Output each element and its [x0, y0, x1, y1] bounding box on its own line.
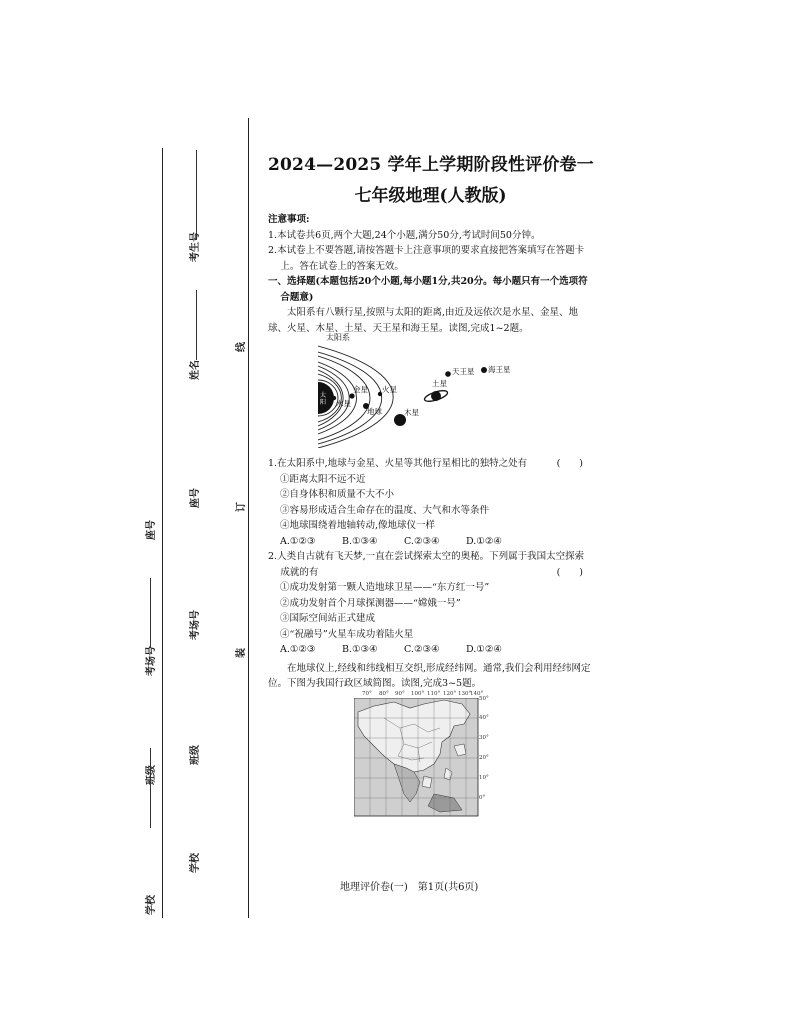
- lon-label-140: 140°: [470, 690, 484, 697]
- uranus-dot: [445, 371, 451, 377]
- q2-option-2: ②成功发射首个月球探测器——“嫦娥一号”: [280, 597, 461, 609]
- solar-system-figure: [318, 333, 543, 448]
- exam-content: [268, 150, 593, 818]
- lat-label-50: 50°: [479, 695, 489, 702]
- margin-label-name: 姓名: [190, 360, 201, 380]
- question-2: [268, 549, 593, 580]
- margin-fold-line-2: [248, 118, 249, 918]
- label-saturn: 土星: [432, 379, 447, 388]
- lon-label-70: 70°: [362, 690, 372, 697]
- saturn-dot: [431, 391, 441, 401]
- exam-title: 2024—2025 学年上学期阶段性评价卷一: [268, 155, 594, 175]
- question-1: [268, 456, 593, 472]
- q2-option-1: ①成功发射第一颗人造地球卫星——“东方红一号”: [280, 582, 490, 593]
- lat-label-0: 0°: [479, 794, 486, 801]
- q1-choice-c[interactable]: C.②③④: [404, 535, 440, 547]
- lon-label-80: 80°: [379, 690, 389, 697]
- margin-field-name[interactable]: [196, 290, 197, 360]
- q1-choice-d[interactable]: D.①②④: [466, 535, 502, 547]
- label-venus: 金星: [353, 385, 368, 394]
- notice-item-1: 1.本试卷共6页,两个大题,24个小题,满分50分,考试时间50分钟。: [268, 229, 541, 241]
- q2-choice-d[interactable]: D.①②④: [466, 644, 502, 655]
- q2-choice-c[interactable]: C.②③④: [404, 644, 440, 655]
- q1-choice-b[interactable]: B.①③④: [342, 535, 378, 547]
- neptune-dot: [481, 367, 487, 373]
- china-map-figure: [354, 690, 489, 818]
- lon-label-90: 90°: [395, 690, 405, 697]
- q2-choices: [268, 642, 593, 658]
- margin-label-room-2: 考场号: [190, 610, 201, 640]
- solar-orbits: [318, 340, 543, 448]
- lon-label-110: 110°: [427, 690, 441, 697]
- q1-answer-paren[interactable]: ( ): [556, 458, 583, 469]
- margin-label-xian: 线: [236, 342, 247, 352]
- margin-label-seat-2: 座号: [190, 488, 201, 508]
- q2-choice-a[interactable]: A.①②③: [280, 644, 316, 655]
- passage-solar: 太阳系有八颗行星,按照与太阳的距离,由近及远依次是水星、金星、地球、火星、木星、土星、天王星和海王星。读图,完成1~2题。: [268, 307, 579, 334]
- margin-fold-line-1: [162, 148, 163, 918]
- lon-label-120: 120°: [443, 690, 457, 697]
- notice-item-2: 2.本试卷上不要答题,请按答题卡上注意事项的要求直接把答案填写在答题卡上。答在试卷上的答案无效。: [268, 245, 585, 272]
- section-heading: 一、选择题(本题包括20个小题,每小题1分,共20分。每小题只有一个选项符合题意): [268, 276, 588, 303]
- passage-map: 在地球仪上,经线和纬线相互交织,形成经纬网。通常,我们会利用经纬网定位。下图为我国行政区域简图。读图,完成3~5题。: [268, 662, 591, 689]
- lat-label-30: 30°: [479, 734, 489, 741]
- margin-field-1[interactable]: [150, 748, 151, 828]
- margin-label-class-2: 班级: [190, 745, 201, 765]
- china-map-graphic: [354, 698, 484, 818]
- margin-label-id: 考生号: [190, 232, 201, 262]
- label-jupiter: 木星: [404, 408, 419, 417]
- q2-answer-paren[interactable]: ( ): [556, 566, 583, 578]
- exam-subtitle: 七年级地理(人教版): [354, 186, 507, 206]
- margin-field-2[interactable]: [150, 578, 151, 648]
- q1-option-2: ②自身体积和质量不大不小: [280, 489, 395, 500]
- q2-option-4: ④“祝融号”火星车成功着陆火星: [280, 628, 414, 640]
- label-earth: 地球: [367, 407, 382, 416]
- margin-label-room-1: 考场号: [146, 646, 157, 676]
- label-neptune: 海王星: [488, 365, 511, 374]
- margin-field-id[interactable]: [196, 150, 197, 240]
- q1-choices: [268, 534, 593, 550]
- margin-label-class-1: 班级: [146, 765, 157, 785]
- label-sun: 太阳: [320, 392, 327, 406]
- margin-label-ding: 订: [236, 502, 247, 512]
- q1-option-1: ①距离太阳不远不近: [280, 473, 366, 485]
- label-mercury: 水星: [336, 399, 351, 408]
- solar-title: 太阳系: [326, 333, 350, 342]
- lon-label-130: 130°: [458, 690, 472, 697]
- page-footer: 地理评价卷(一) 第1页(共6页): [340, 882, 479, 893]
- margin-label-seat-1: 座号: [146, 520, 157, 540]
- q2-option-3: ③国际空间站正式建成: [280, 613, 376, 624]
- q2-choice-b[interactable]: B.①③④: [342, 644, 378, 655]
- q2-stem: 2.人类自古就有飞天梦,一直在尝试探索太空的奥秘。下列属于我国太空探索成就的有: [268, 551, 585, 578]
- label-mars: 火星: [382, 385, 397, 394]
- label-uranus: 天王星: [452, 367, 475, 376]
- q1-option-4: ④地球围绕着地轴转动,像地球仪一样: [280, 520, 436, 531]
- lon-label-100: 100°: [411, 690, 425, 697]
- q1-option-3: ③容易形成适合生命存在的温度、大气和水等条件: [280, 504, 490, 516]
- lat-label-40: 40°: [479, 714, 489, 721]
- q1-choice-a[interactable]: A.①②③: [280, 535, 316, 547]
- margin-label-zhuang: 装: [236, 648, 247, 658]
- q1-stem: 1.在太阳系中,地球与金星、火星等其他行星相比的独特之处有: [268, 458, 528, 469]
- notice-heading: 注意事项:: [268, 214, 310, 225]
- lat-label-20: 20°: [479, 754, 489, 761]
- lat-label-10: 10°: [479, 774, 489, 781]
- margin-label-school-2: 学校: [190, 853, 201, 873]
- margin-label-school-1: 学校: [146, 895, 157, 915]
